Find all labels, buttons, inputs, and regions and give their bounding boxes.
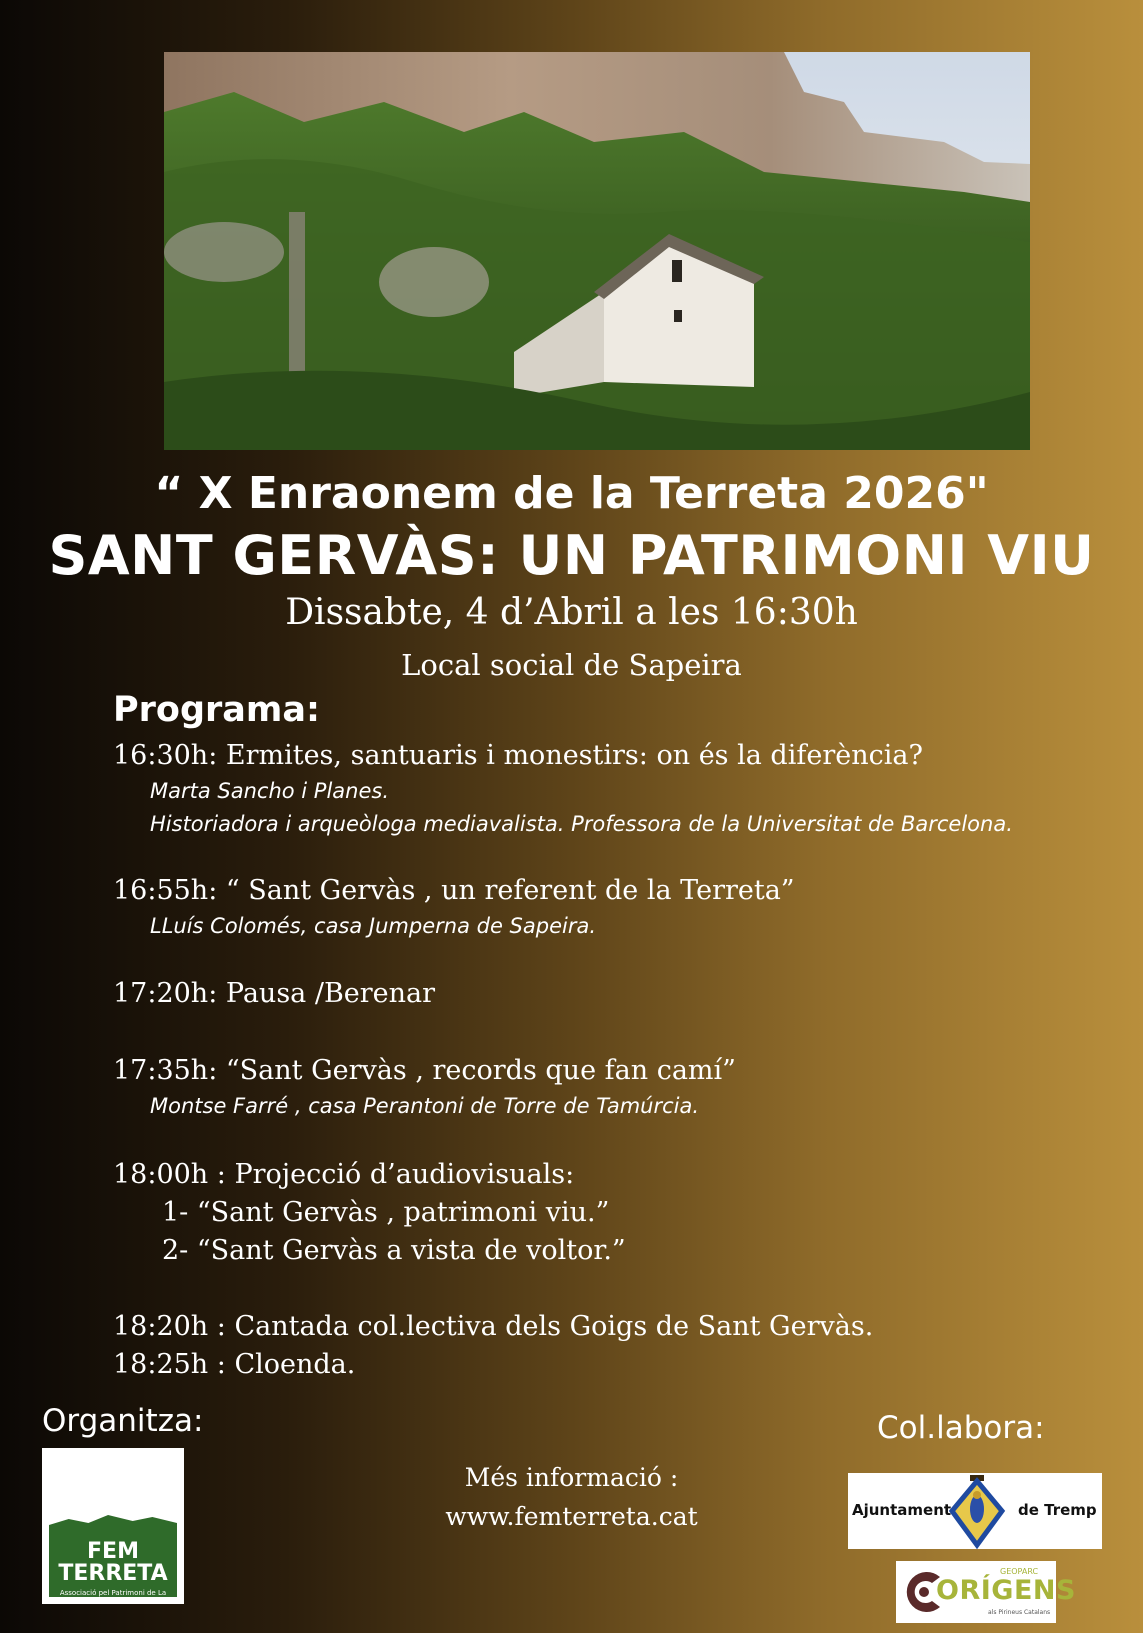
program-item-line: 18:00h : Projecció d’audiovisuals: (113, 1159, 575, 1190)
more-info-url[interactable]: www.femterreta.cat (445, 1502, 698, 1531)
program-heading: Programa: (113, 690, 320, 730)
ajuntament-text: Ajuntament (852, 1501, 952, 1519)
more-info-label: Més informació : (464, 1463, 679, 1492)
ajuntament-tremp-logo (848, 1473, 1102, 1549)
program-item-speaker-bio: Historiadora i arqueòloga mediavalista. Professora de la Universitat de Barcelona. (150, 812, 1013, 836)
program-item-line: 16:55h: “ Sant Gervàs , un referent de la Terreta” (113, 875, 795, 906)
fem-logo-text: FEM (87, 1539, 139, 1564)
program-item-speaker: Marta Sancho i Planes. (150, 779, 390, 803)
program-item-speaker: Montse Farré , casa Perantoni de Torre de Tamúrcia. (150, 1094, 700, 1118)
organizer-label: Organitza: (42, 1403, 204, 1439)
origens-text: ORÍGENS (936, 1575, 1076, 1606)
program-item-film: 2- “Sant Gervàs a vista de voltor.” (162, 1235, 626, 1266)
chapel-landscape-illustration (164, 52, 1030, 450)
fem-logo-tagline: Associació pel Patrimoni de La Terreta (59, 1589, 167, 1605)
terreta-logo-text: TERRETA (58, 1561, 168, 1586)
event-title: “ X Enraonem de la Terreta 2026" (154, 468, 989, 519)
program-item-speaker: LLuís Colomés, casa Jumperna de Sapeira. (150, 914, 597, 938)
origens-geoparc-logo (896, 1561, 1076, 1623)
program-item-film: 1- “Sant Gervàs , patrimoni viu.” (162, 1197, 610, 1228)
tremp-text: de Tremp (1018, 1501, 1097, 1519)
origens-subtitle: als Pirineus Catalans (988, 1609, 1051, 1616)
event-date: Dissabte, 4 d’Abril a les 16:30h (285, 592, 858, 633)
program-item-line: 17:35h: “Sant Gervàs , records que fan camí” (113, 1055, 736, 1086)
event-place: Local social de Sapeira (401, 648, 742, 682)
program-item-line: 17:20h: Pausa /Berenar (113, 978, 436, 1009)
program-item-line: 16:30h: Ermites, santuaris i monestirs: on és la diferència? (113, 740, 923, 771)
event-subtitle: SANT GERVÀS: UN PATRIMONI VIU (48, 524, 1095, 587)
program-item-line: 18:20h : Cantada col.lectiva dels Goigs de Sant Gervàs. (113, 1311, 874, 1342)
collaborator-label: Col.labora: (877, 1410, 1045, 1446)
coat-of-arms-icon (948, 1475, 1006, 1547)
geoparc-text: GEOPARC (1000, 1567, 1039, 1576)
program-item-line: 18:25h : Cloenda. (113, 1349, 356, 1380)
hero-photo-sant-gervas-chapel (164, 52, 1030, 450)
